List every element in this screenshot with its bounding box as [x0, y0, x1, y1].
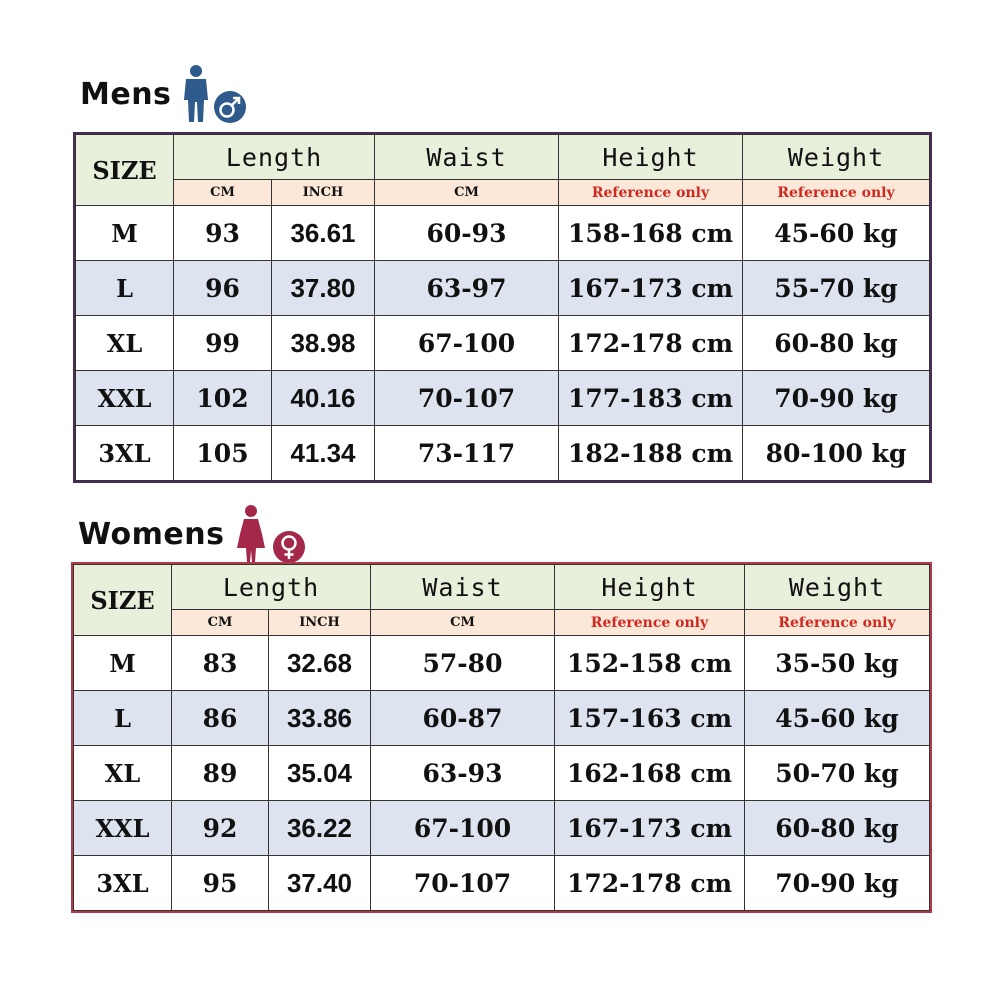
- weight-cell: 35-50 kg: [745, 636, 930, 691]
- size-cell: M: [74, 636, 172, 691]
- length-cm-cell: 95: [172, 856, 269, 911]
- length-cm-cell: 105: [174, 426, 272, 481]
- table-row: [74, 636, 930, 691]
- length-inch-cell: 36.61: [272, 206, 375, 261]
- weight-reference-note: Reference only: [745, 610, 930, 636]
- height-cell: 152-158 cm: [555, 636, 745, 691]
- waist-cell: 70-107: [371, 856, 555, 911]
- size-header: SIZE: [76, 135, 174, 206]
- height-cell: 167-173 cm: [555, 801, 745, 856]
- height-cell: 157-163 cm: [555, 691, 745, 746]
- table-row: [76, 426, 930, 481]
- male-symbol-icon: [213, 90, 247, 124]
- weight-reference-note: Reference only: [743, 180, 930, 206]
- waist-cell: 63-93: [371, 746, 555, 801]
- table-row: [76, 261, 930, 316]
- length-inch-cell: 38.98: [272, 316, 375, 371]
- womens-size-table: [73, 564, 930, 911]
- waist-cell: 67-100: [371, 801, 555, 856]
- woman-figure-icon: [234, 504, 268, 564]
- weight-cell: 55-70 kg: [743, 261, 930, 316]
- height-cell: 177-183 cm: [559, 371, 743, 426]
- length-cm-cell: 102: [174, 371, 272, 426]
- length-cm-cell: 92: [172, 801, 269, 856]
- table-row: [76, 206, 930, 261]
- length-inch-cell: 40.16: [272, 371, 375, 426]
- weight-cell: 60-80 kg: [743, 316, 930, 371]
- table-row: [76, 316, 930, 371]
- weight-cell: 70-90 kg: [745, 856, 930, 911]
- waist-cell: 73-117: [375, 426, 559, 481]
- height-cell: 167-173 cm: [559, 261, 743, 316]
- size-cell: M: [76, 206, 174, 261]
- height-cell: 182-188 cm: [559, 426, 743, 481]
- height-header: Height: [559, 135, 743, 180]
- waist-cm-subheader: CM: [371, 610, 555, 636]
- size-cell: 3XL: [74, 856, 172, 911]
- waist-cell: 60-87: [371, 691, 555, 746]
- mens-title: Mens: [80, 76, 172, 112]
- length-cm-cell: 86: [172, 691, 269, 746]
- waist-cell: 63-97: [375, 261, 559, 316]
- man-figure-icon: [181, 64, 211, 124]
- mens-size-table: [75, 134, 930, 481]
- size-cell: L: [76, 261, 174, 316]
- female-symbol-icon: [272, 530, 306, 564]
- length-inch-cell: 37.80: [272, 261, 375, 316]
- womens-title: Womens: [78, 516, 225, 552]
- table-row: [74, 856, 930, 911]
- table-row: [76, 371, 930, 426]
- length-header: Length: [174, 135, 375, 180]
- waist-cm-subheader: CM: [375, 180, 559, 206]
- weight-cell: 60-80 kg: [745, 801, 930, 856]
- size-cell: XXL: [76, 371, 174, 426]
- weight-cell: 50-70 kg: [745, 746, 930, 801]
- table-row: [74, 746, 930, 801]
- height-cell: 162-168 cm: [555, 746, 745, 801]
- length-inch-cell: 37.40: [269, 856, 371, 911]
- height-reference-note: Reference only: [555, 610, 745, 636]
- waist-header: Waist: [375, 135, 559, 180]
- waist-cell: 70-107: [375, 371, 559, 426]
- size-cell: 3XL: [76, 426, 174, 481]
- length-cm-subheader: CM: [172, 610, 269, 636]
- weight-cell: 45-60 kg: [745, 691, 930, 746]
- height-reference-note: Reference only: [559, 180, 743, 206]
- length-inch-subheader: INCH: [269, 610, 371, 636]
- length-inch-cell: 33.86: [269, 691, 371, 746]
- table-row: [74, 801, 930, 856]
- height-cell: 158-168 cm: [559, 206, 743, 261]
- length-cm-cell: 89: [172, 746, 269, 801]
- mens-section-title: [80, 64, 247, 124]
- length-inch-cell: 32.68: [269, 636, 371, 691]
- waist-header: Waist: [371, 565, 555, 610]
- length-header: Length: [172, 565, 371, 610]
- length-cm-subheader: CM: [174, 180, 272, 206]
- length-inch-subheader: INCH: [272, 180, 375, 206]
- height-header: Height: [555, 565, 745, 610]
- size-header: SIZE: [74, 565, 172, 636]
- waist-cell: 60-93: [375, 206, 559, 261]
- weight-cell: 80-100 kg: [743, 426, 930, 481]
- table-row: [74, 691, 930, 746]
- height-cell: 172-178 cm: [555, 856, 745, 911]
- size-cell: XL: [74, 746, 172, 801]
- length-cm-cell: 96: [174, 261, 272, 316]
- length-inch-cell: 41.34: [272, 426, 375, 481]
- waist-cell: 67-100: [375, 316, 559, 371]
- weight-cell: 45-60 kg: [743, 206, 930, 261]
- length-cm-cell: 93: [174, 206, 272, 261]
- waist-cell: 57-80: [371, 636, 555, 691]
- size-cell: L: [74, 691, 172, 746]
- size-cell: XXL: [74, 801, 172, 856]
- weight-header: Weight: [745, 565, 930, 610]
- womens-section-title: [78, 504, 306, 564]
- height-cell: 172-178 cm: [559, 316, 743, 371]
- length-cm-cell: 83: [172, 636, 269, 691]
- length-inch-cell: 36.22: [269, 801, 371, 856]
- length-cm-cell: 99: [174, 316, 272, 371]
- size-cell: XL: [76, 316, 174, 371]
- weight-cell: 70-90 kg: [743, 371, 930, 426]
- weight-header: Weight: [743, 135, 930, 180]
- length-inch-cell: 35.04: [269, 746, 371, 801]
